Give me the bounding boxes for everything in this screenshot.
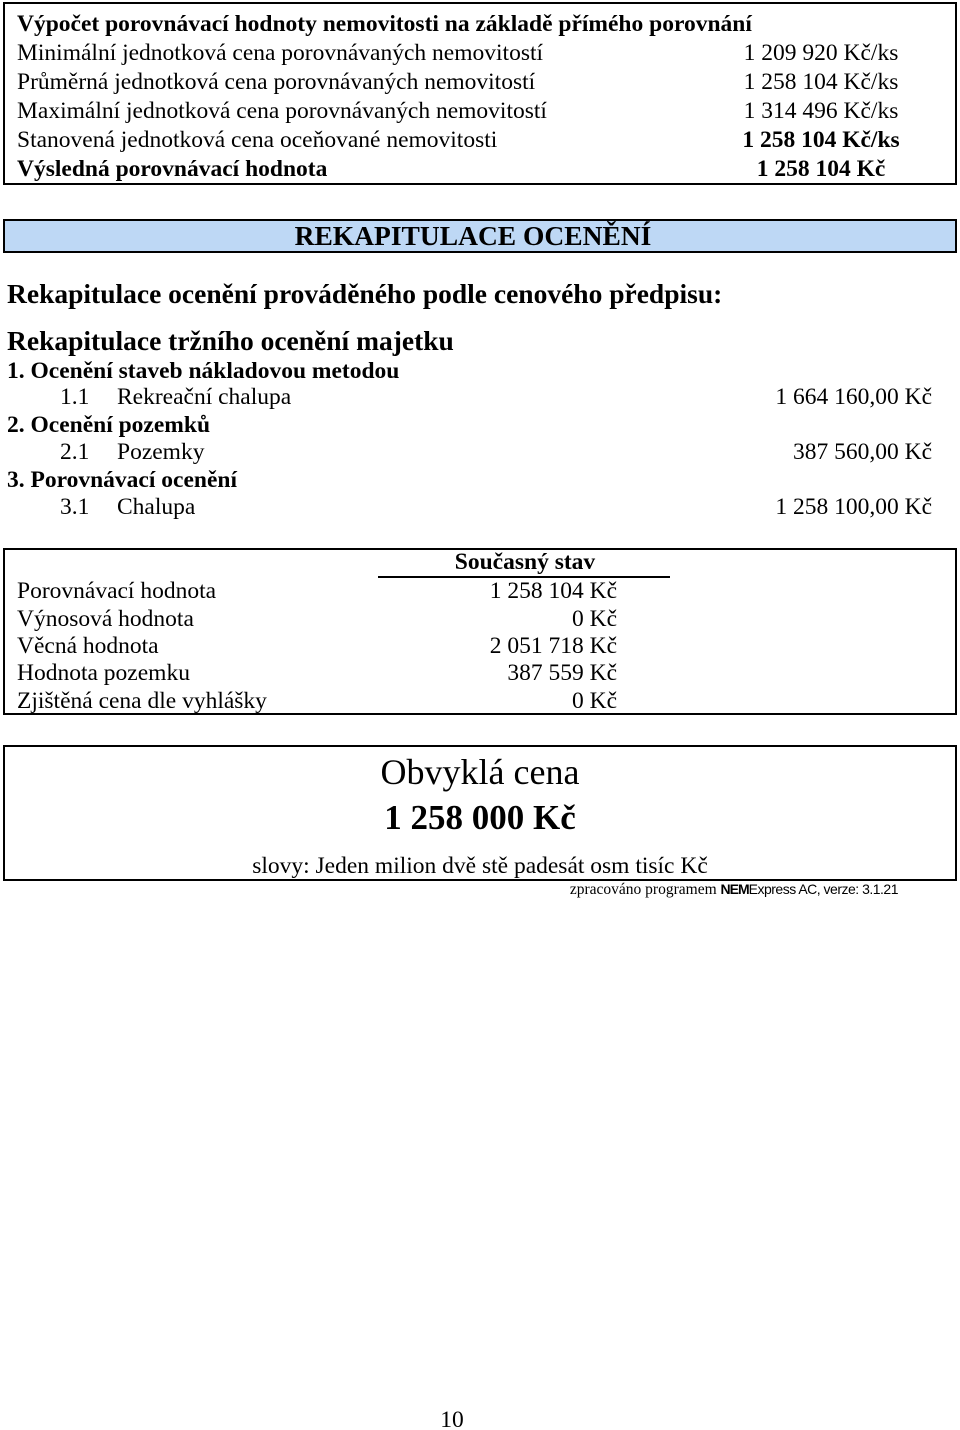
usual-price-amount: 1 258 000 Kč bbox=[384, 798, 576, 837]
software-credit-prefix: zpracováno programem bbox=[569, 881, 717, 898]
regulation-price-value: 0 Kč bbox=[571, 688, 617, 714]
section-title-buildings: 1. Ocenění staveb nákladovou metodou bbox=[7, 358, 400, 384]
set-unit-price-label: Stanovená jednotková cena oceňované nemovitosti bbox=[17, 127, 498, 153]
land-value-label: Hodnota pozemku bbox=[17, 660, 190, 686]
item-value: 1 664 160,00 Kč bbox=[775, 384, 932, 410]
item-value: 387 560,00 Kč bbox=[792, 439, 932, 465]
max-unit-price-value: 1 314 496 Kč/ks bbox=[743, 98, 899, 124]
page-number: 10 bbox=[440, 1407, 464, 1430]
set-unit-price-value: 1 258 104 Kč/ks bbox=[742, 127, 900, 153]
avg-unit-price-value: 1 258 104 Kč/ks bbox=[743, 69, 899, 95]
item-value: 1 258 100,00 Kč bbox=[775, 494, 932, 520]
comparison-value-label: Porovnávací hodnota bbox=[17, 578, 217, 604]
section-title-land: 2. Ocenění pozemků bbox=[7, 412, 211, 438]
cost-value-label: Věcná hodnota bbox=[17, 633, 159, 659]
item-number: 2.1 bbox=[60, 439, 90, 465]
regulation-price-label: Zjištěná cena dle vyhlášky bbox=[17, 688, 267, 714]
regulation-recap-heading: Rekapitulace ocenění prováděného podle cenového předpisu: bbox=[7, 278, 723, 309]
recap-banner-title: REKAPITULACE OCENĚNÍ bbox=[294, 220, 652, 251]
software-credit bbox=[570, 880, 898, 898]
recap-banner bbox=[3, 219, 957, 253]
usual-price-in-words: slovy: Jeden milion dvě stě padesát osm tisíc Kč bbox=[252, 853, 708, 879]
max-unit-price-label: Maximální jednotková cena porovnávaných nemovitostí bbox=[17, 98, 547, 124]
income-value-label: Výnosová hodnota bbox=[17, 606, 194, 632]
software-brand-bold: NEM bbox=[720, 881, 749, 897]
land-value: 387 559 Kč bbox=[507, 660, 617, 686]
resulting-comparison-value-label: Výsledná porovnávací hodnota bbox=[17, 156, 328, 182]
current-state-column-header: Současný stav bbox=[454, 549, 596, 575]
usual-price-title: Obvyklá cena bbox=[380, 752, 580, 792]
section-title-comparison: 3. Porovnávací ocenění bbox=[7, 467, 237, 493]
item-label: Pozemky bbox=[117, 439, 205, 465]
min-unit-price-label: Minimální jednotková cena porovnávaných nemovitostí bbox=[17, 40, 544, 66]
item-number: 3.1 bbox=[60, 494, 90, 520]
income-value: 0 Kč bbox=[571, 606, 617, 632]
item-label: Rekreační chalupa bbox=[117, 384, 292, 410]
comparison-value: 1 258 104 Kč bbox=[489, 578, 617, 604]
resulting-comparison-value: 1 258 104 Kč bbox=[756, 156, 886, 182]
item-number: 1.1 bbox=[60, 384, 90, 410]
market-recap-heading: Rekapitulace tržního ocenění majetku bbox=[7, 325, 454, 356]
software-brand-version: Express AC, verze: 3.1.21 bbox=[748, 881, 898, 897]
comparison-title: Výpočet porovnávací hodnoty nemovitosti na základě přímého porovnání bbox=[17, 11, 752, 37]
min-unit-price-value: 1 209 920 Kč/ks bbox=[743, 40, 899, 66]
avg-unit-price-label: Průměrná jednotková cena porovnávaných nemovitostí bbox=[17, 69, 536, 95]
item-label: Chalupa bbox=[117, 494, 196, 520]
cost-value: 2 051 718 Kč bbox=[489, 633, 617, 659]
